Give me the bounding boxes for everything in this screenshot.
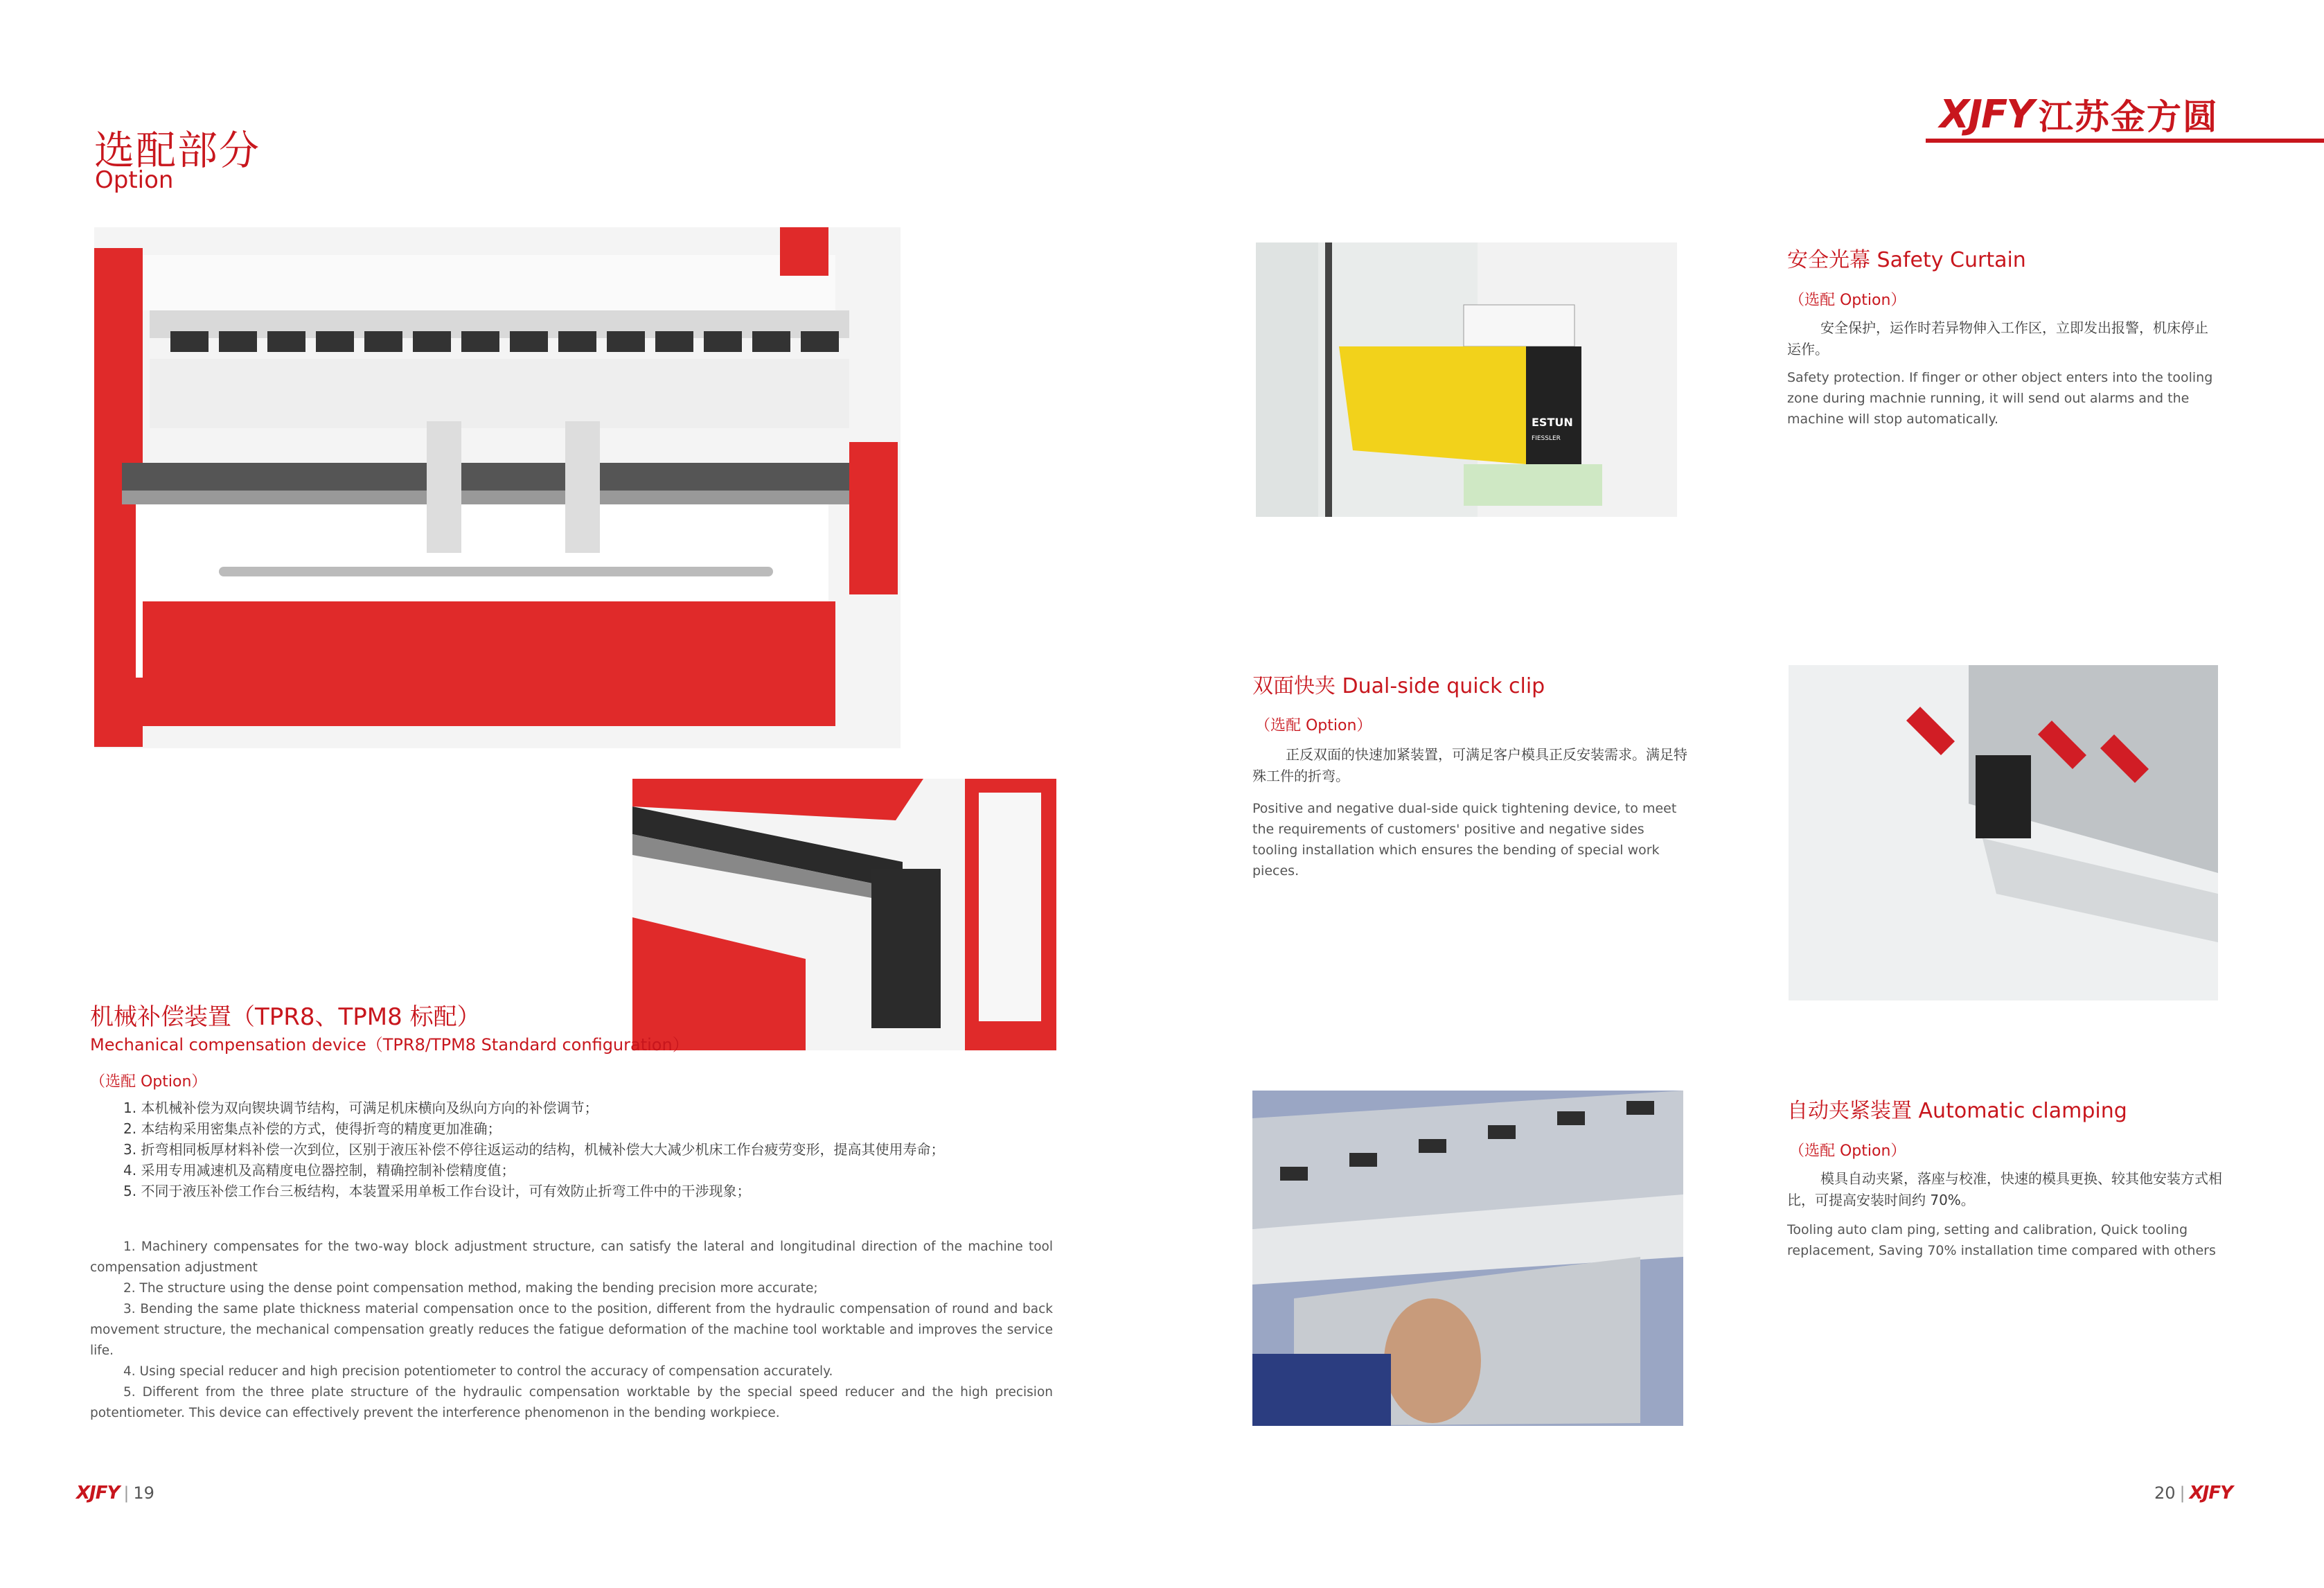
safety-title: 安全光幕 Safety Curtain: [1787, 248, 2026, 272]
auto-clamping-photo: [1252, 1091, 1683, 1426]
press-brake-photo: [94, 227, 901, 748]
autoclamp-option-label: （选配 Option）: [1789, 1143, 1906, 1160]
mechanical-title-en: Mechanical compensation device（TPR8/TPM8 Standard configuration）: [90, 1035, 689, 1055]
page-number-right: 20: [2154, 1483, 2176, 1503]
brand-underline: [1926, 139, 2324, 143]
footer-logo-right: XJFY: [2189, 1483, 2233, 1503]
footer-left: XJFY | 19: [76, 1483, 154, 1503]
dualside-option-label: （选配 Option）: [1255, 717, 1372, 734]
safety-device-model: FIESSLER: [1532, 435, 1561, 442]
dualside-title: 双面快夹 Dual-side quick clip: [1252, 674, 1545, 698]
autoclamp-title: 自动夹紧装置 Automatic clamping: [1787, 1099, 2127, 1123]
mechanical-compensation-photo: [632, 779, 1056, 1050]
list-item: 4. Using special reducer and high precision potentiometer to control the accuracy of compensation accurately.: [123, 1364, 833, 1379]
list-item: 3. Bending the same plate thickness material compensation once to the position, different from the hydraulic compensation of round and back movement structure, the mechanical compensation greatly reduces the fatigue deformation of the machine tool worktable and improves the service life.: [90, 1302, 1053, 1358]
brand-logo-mark: XJFY: [1940, 91, 2033, 137]
list-item: 2. The structure using the dense point compensation method, making the bending precision more accurate;: [123, 1281, 818, 1296]
mechanical-list-en: [90, 1237, 1053, 1424]
list-item: 5. Different from the three plate structure of the hydraulic compensation worktable by the special speed reducer and the high precision potentiometer. This device can effectively prevent the interference phenomenon in the bending workpiece.: [90, 1385, 1053, 1420]
dualside-desc-en: Positive and negative dual-side quick tightening device, to meet the requirements of customers' positive and negative sides tooling installation which ensures the bending of special work pieces.: [1252, 801, 1677, 879]
footer-right: 20 | XJFY: [2154, 1483, 2233, 1503]
brand-logo: [1940, 91, 2219, 137]
footer-logo-left: XJFY: [76, 1483, 120, 1503]
mechanical-list-cn: [123, 1097, 1058, 1201]
dualside-clip-photo: [1789, 665, 2218, 1000]
mechanical-option-label: （选配 Option）: [90, 1073, 207, 1091]
list-item: 1. 本机械补偿为双向锲块调节结构，可满足机床横向及纵向方向的补偿调节；: [123, 1100, 598, 1116]
list-item: 3. 折弯相同板厚材料补偿一次到位，区别于液压补偿不停往返运动的结构，机械补偿大大减少机床工作台疲劳变形，提高其使用寿命；: [123, 1141, 945, 1158]
dualside-desc-cn: 正反双面的快速加紧装置，可满足客户模具正反安装需求。满足特殊工件的折弯。: [1252, 746, 1687, 784]
safety-desc-cn: 安全保护，运作时若异物伸入工作区，立即发出报警，机床停止运作。: [1787, 319, 2208, 358]
safety-device-brand: ESTUN: [1532, 416, 1573, 429]
page-title-cn: 选配部分: [94, 127, 261, 174]
mechanical-title-cn: 机械补偿装置（TPR8、TPM8 标配）: [90, 1003, 481, 1031]
brand-name-cn: 江苏金方圆: [2038, 97, 2219, 137]
safety-option-label: （选配 Option）: [1789, 292, 1906, 309]
safety-desc-en: Safety protection. If finger or other object enters into the tooling zone during machnie running, it will send out alarms and the machine will stop automatically.: [1787, 370, 2213, 427]
list-item: 4. 采用专用减速机及高精度电位器控制，精确控制补偿精度值；: [123, 1162, 515, 1179]
page-number-left: 19: [133, 1483, 154, 1503]
list-item: 2. 本结构采用密集点补偿的方式，使得折弯的精度更加准确；: [123, 1120, 502, 1137]
list-item: 1. Machinery compensates for the two-way block adjustment structure, can satisfy the lateral and longitudinal direction of the machine tool compensation adjustment: [90, 1239, 1053, 1275]
autoclamp-desc-en: Tooling auto clam ping, setting and calibration, Quick tooling replacement, Saving 70% installation time compared with others: [1787, 1222, 2216, 1258]
safety-curtain-photo: [1256, 242, 1677, 517]
page-title-en: Option: [95, 166, 174, 194]
autoclamp-desc-cn: 模具自动夹紧，落座与校准，快速的模具更换、较其他安装方式相比，可提高安装时间约 70%。: [1787, 1170, 2222, 1208]
list-item: 5. 不同于液压补偿工作台三板结构，本装置采用单板工作台设计，可有效防止折弯工件中的干涉现象；: [123, 1183, 751, 1199]
